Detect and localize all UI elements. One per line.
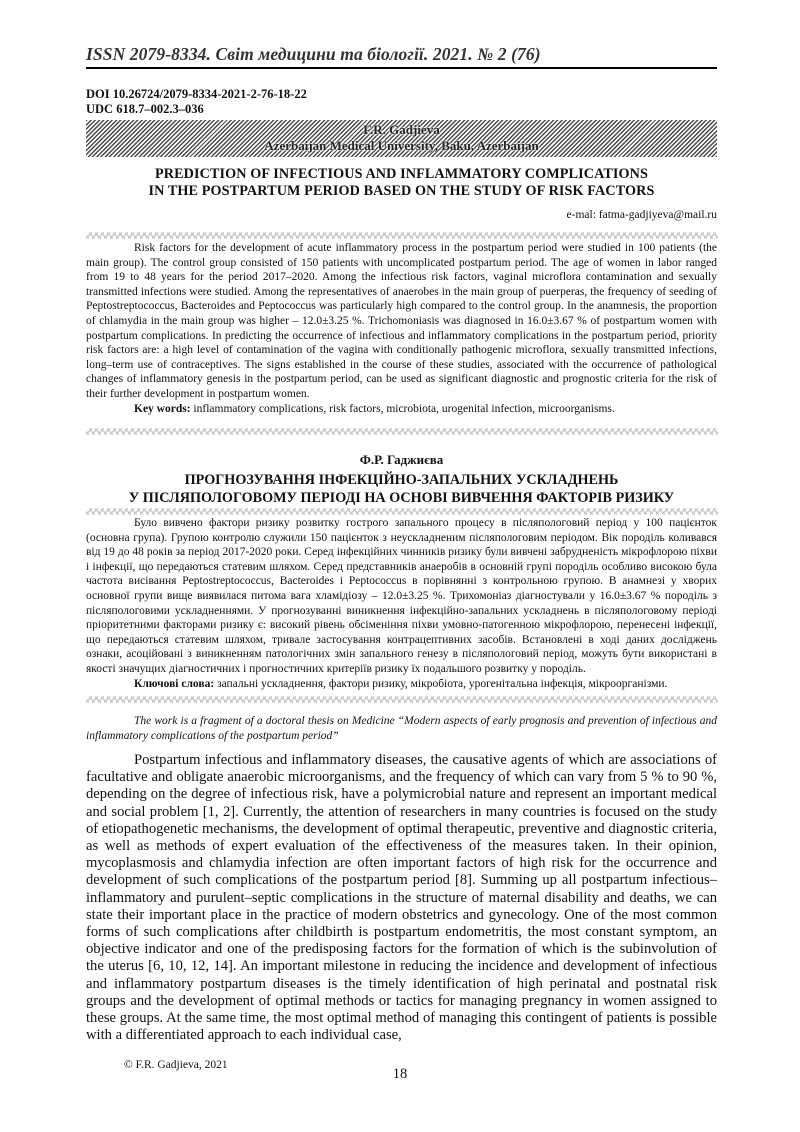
article-identifiers: [86, 87, 307, 117]
article-title-ua: [86, 472, 717, 507]
running-header: ISSN 2079-8334. Світ медицини та біології. 2021. № 2 (76): [86, 44, 717, 69]
copyright: © F.R. Gadjieva, 2021: [124, 1059, 228, 1071]
wavy-separator: [86, 696, 718, 703]
keywords-label: Key words:: [134, 402, 191, 415]
keywords-en: [86, 402, 717, 417]
page-number: 18: [392, 1066, 408, 1082]
abstract-ua: [86, 516, 717, 691]
author-name: F.R. Gadjieva: [363, 122, 440, 137]
abstract-en-text: Risk factors for the development of acute inflammatory process in the postpartum period were studied in 100 patients (the main group). The control group consisted of 150 patients with uncomplicated postpartum period. The age of women in labor ranged from 19 to 48 years for the period 2017–2020. Among the infectious risk factors, vaginal microflora contamination and sexually transmitted infections were studied. Among the representatives of anaerobes in the main group of puerperas, the frequency of seeding of Peptostreptococcus, Bacteroides and Peptococcus was particularly high compared to the control group. In the anamnesis, the proportion of chlamydia in the main group was higher – 12.0±3.25 %. Trichomoniasis was diagnosed in 16.0±3.67 % of postpartum women with postpartum complications. In predicting the occurrence of infectious and inflammatory complications in the postpartum period, priority risk factors are: a high level of contamination of the vagina with conditionally pathogenic microflora, sexually transmitted infections, long–term use of contraceptives. The signs established in the course of these studies, associated with the occurrence of pathological changes of inflammatory genesis in the postpartum period, can be used as significant diagnostic and prognostic criteria for the risk of their further development in postpartum women.: [86, 242, 717, 400]
keywords-ua-label: Ключові слова:: [134, 677, 215, 690]
keywords-ua: [86, 677, 717, 692]
author-name-ua: Ф.Р. Гаджиєва: [359, 452, 444, 467]
author-email: e-mal: fatma-gadjiyeva@mail.ru: [566, 209, 717, 221]
keywords-ua-value: запальні ускладнення, фактори ризику, мікробіота, урогенітальна інфекція, мікроорганізми.: [214, 677, 668, 690]
wavy-separator: [86, 232, 718, 239]
title-ua-line-2: У ПІСЛЯПОЛОГОВОМУ ПЕРІОДІ НА ОСНОВІ ВИВЧЕННЯ ФАКТОРІВ РИЗИКУ: [128, 489, 675, 506]
author-affiliation: Azerbaijan Medical University, Baku, Azerbaijan: [264, 138, 539, 153]
body-text: [86, 752, 717, 1044]
keywords-value: inflammatory complications, risk factors, microbiota, urogenital infection, microorganisms.: [190, 402, 615, 415]
abstract-en: [86, 241, 717, 416]
title-ua-line-1: ПРОГНОЗУВАННЯ ІНФЕКЦІЙНО-ЗАПАЛЬНИХ УСКЛАДНЕНЬ: [184, 472, 619, 488]
wavy-separator: [86, 428, 718, 435]
udc: UDC 618.7–002.3–036: [86, 102, 204, 116]
abstract-ua-text: Було вивчено фактори ризику розвитку гострого запального процесу в післяпологовий період у 100 пацієнток (основна група). Групою контролю служили 150 пацієнток з неускладненим післяпологовим періодом. Вік породіль коливався від 19 до 48 років за період 2017-2020 роки. Серед інфекційних чинників ризику були вивчені забрудненість мікрофлорою піхви і інфекції, що передаються статевим шляхом. Серед представників анаеробів в основній групі породіль особливо високою була частота висівання Peptostreptococcus, Bacteroides і Peptococcus в порівнянні з контрольною групою. В анамнезі у хворих основної групи вище виявилася питома вага хламідіозу – 12.0±3.25 %. Трихомоніаз діагностували у 16.0±3.67 % породіль з післяпологовими ускладненнями. У прогнозуванні виникнення інфекційно-запальних ускладнень в післяпологовому періоді пріоритетними факторами ризику є: високий рівень обсіменіння піхви умовно-патогенною мікрофлорою, перенесені інфекції, що передаються статевим шляхом, тривале застосування контрацептивних засобів. Встановлені в ході даних досліджень ознаки, асоційовані з виникненням патологічних змін запального генезу в післяпологовий період, можуть бути використані в якості значущих діагностичних і прогностичних критеріїв ризику їх подальшого розвитку у породіль.: [86, 517, 717, 675]
doi: DOI 10.26724/2079-8334-2021-2-76-18-22: [86, 87, 307, 101]
body-paragraph: Postpartum infectious and inflammatory diseases, the causative agents of which are associations of facultative and obligate anaerobic microorganisms, and the frequency of which can vary from 5 % to 90 %, depending on the degree of infectious risk, have a polymicrobial nature and represent an important medical and social problem [1, 2]. Currently, the attention of researchers in many countries is focused on the study of etiopathogenetic mechanisms, the development of optimal therapeutic, preventive and diagnostic criteria, as well as methods of expert evaluation of the effectiveness of the measures taken. In their opinion, mycoplasmosis and chlamydia infection are often important factors of high risk for the occurrence and development of such complications of the postpartum period [8]. Summing up all postpartum infectious–inflammatory and purulent–septic complications in the structure of maternal disability and deaths, we can state their important place in the practice of modern obstetrics and gynecology. One of the most common forms of such complications after childbirth is postpartum endometritis, the most constant symptom, an objective indicator and one of the predisposing factors for the formation of which is the subinvolution of the uterus [6, 10, 12, 14]. An important milestone in reducing the incidence and development of infectious and inflammatory postpartum diseases is the timely identification of high perinatal and postnatal risk groups and the development of optimal methods or tactics for managing pregnancy in women assigned to these groups. At the same time, the most optimal method of managing this contingent of patients is possible with a differentiated approach to each individual case,: [86, 752, 717, 1044]
article-title-en: [86, 166, 717, 200]
author-banner: [86, 120, 717, 157]
wavy-separator: [86, 508, 718, 515]
thesis-note: [86, 714, 717, 744]
thesis-note-text: The work is a fragment of a doctoral thesis on Medicine “Modern aspects of early prognosis and prevention of infectious and inflammatory complications of the postpartum period”: [86, 715, 717, 742]
title-line-2: IN THE POSTPARTUM PERIOD BASED ON THE STUDY OF RISK FACTORS: [148, 183, 655, 199]
title-line-1: PREDICTION OF INFECTIOUS AND INFLAMMATORY COMPLICATIONS: [154, 166, 649, 182]
